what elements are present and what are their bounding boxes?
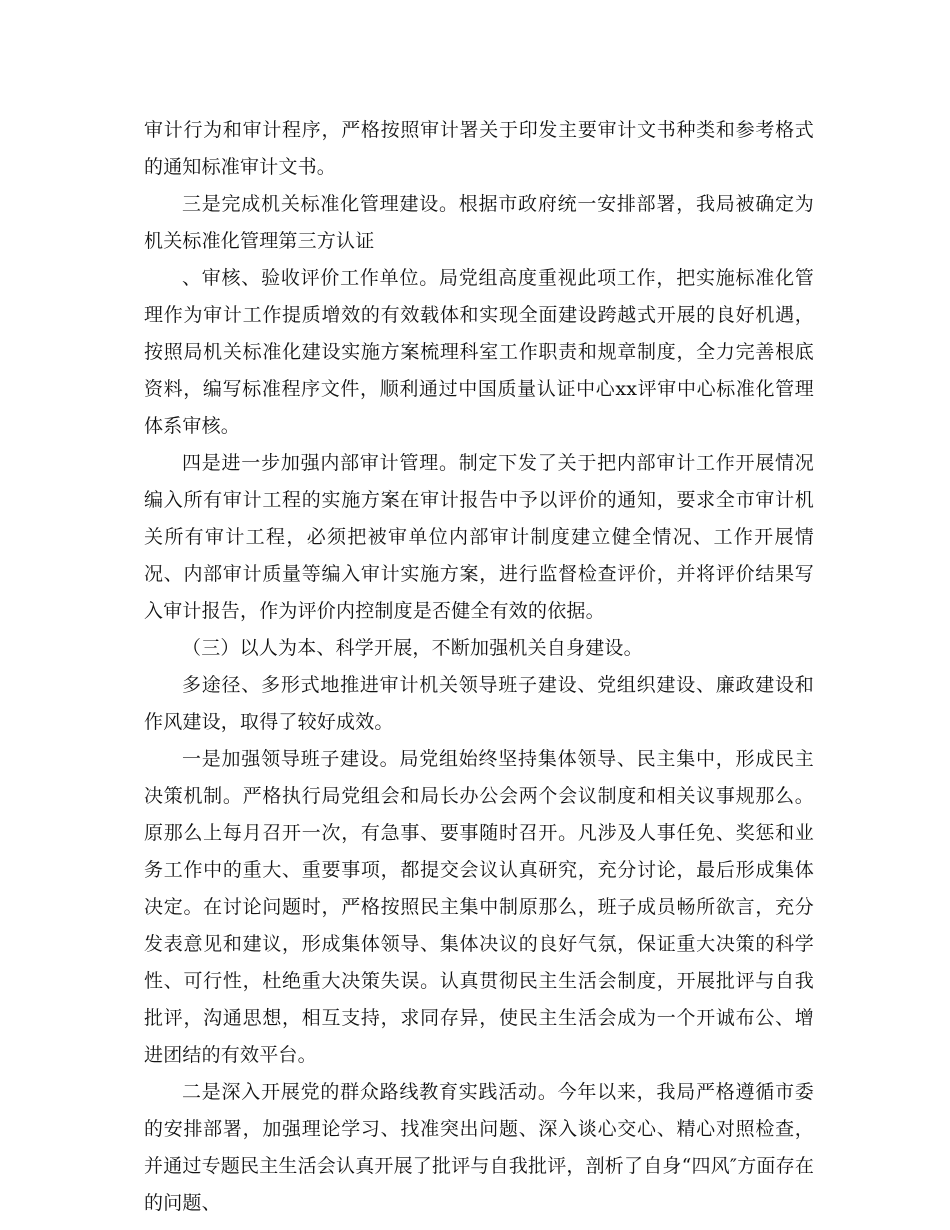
paragraph-audit-behavior: 审计行为和审计程序，严格按照审计署关于印发主要审计文书种类和参考格式的通知标准审计文书。 (144, 119, 814, 178)
document-body (144, 112, 814, 1222)
paragraph-internal-audit: 四是进一步加强内部审计管理。制定下发了关于把内部审计工作开展情况编入所有审计工程的实施方案在审计报告中予以评价的通知，要求全市审计机关所有审计工程，必须把被审单位内部审计制度建立健全情况、工作开展情况、内部审计质量等编入审计实施方案，进行监督检查评价，并将评价结果写入审计报告，作为评价内控制度是否健全有效的依据。 (144, 452, 814, 622)
paragraph-standardization-detail: 、审核、验收评价工作单位。局党组高度重视此项工作，把实施标准化管理作为审计工作提质增效的有效载体和实现全面建设跨越式开展的良好机遇，按照局机关标准化建设实施方案梳理科室工作职责和规章制度，全力完善根底资料，编写标准程序文件，顺利通过中国质量认证中心xx评审中心标准化管理体系审核。 (144, 267, 814, 437)
section-heading-people-oriented: （三）以人为本、科学开展，不断加强机关自身建设。 (182, 637, 643, 659)
paragraph-mass-line-education: 二是深入开展党的群众路线教育实践活动。今年以来，我局严格遵循市委的安排部署，加强理论学习、找准突出问题、深入谈心交心、精心对照检查，并通过专题民主生活会认真开展了批评与自我批评，剖析了自身“四风″方面存在的问题、 (144, 1081, 815, 1214)
paragraph-leadership-building: 一是加强领导班子建设。局党组始终坚持集体领导、民主集中，形成民主决策机制。严格执行局党组会和局长办公会两个会议制度和相关议事规那么。原那么上每月召开一次，有急事、要事随时召开。凡涉及人事任免、奖惩和业务工作中的重大、重要事项，都提交会议认真研究，充分讨论，最后形成集体决定。在讨论问题时，严格按照民主集中制原那么，班子成员畅所欲言，充分发表意见和建议，形成集体领导、集体决议的良好气氛，保证重大决策的科学性、可行性，杜绝重大决策失误。认真贯彻民主生活会制度，开展批评与自我批评，沟通思想，相互支持，求同存异，使民主生活会成为一个开诚布公、增进团结的有效平台。 (144, 748, 814, 1066)
paragraph-multi-approach: 多途径、多形式地推进审计机关领导班子建设、党组织建设、廉政建设和作风建设，取得了较好成效。 (144, 674, 814, 733)
paragraph-standardization-intro: 三是完成机关标准化管理建设。根据市政府统一安排部署，我局被确定为机关标准化管理第三方认证 (144, 193, 814, 252)
